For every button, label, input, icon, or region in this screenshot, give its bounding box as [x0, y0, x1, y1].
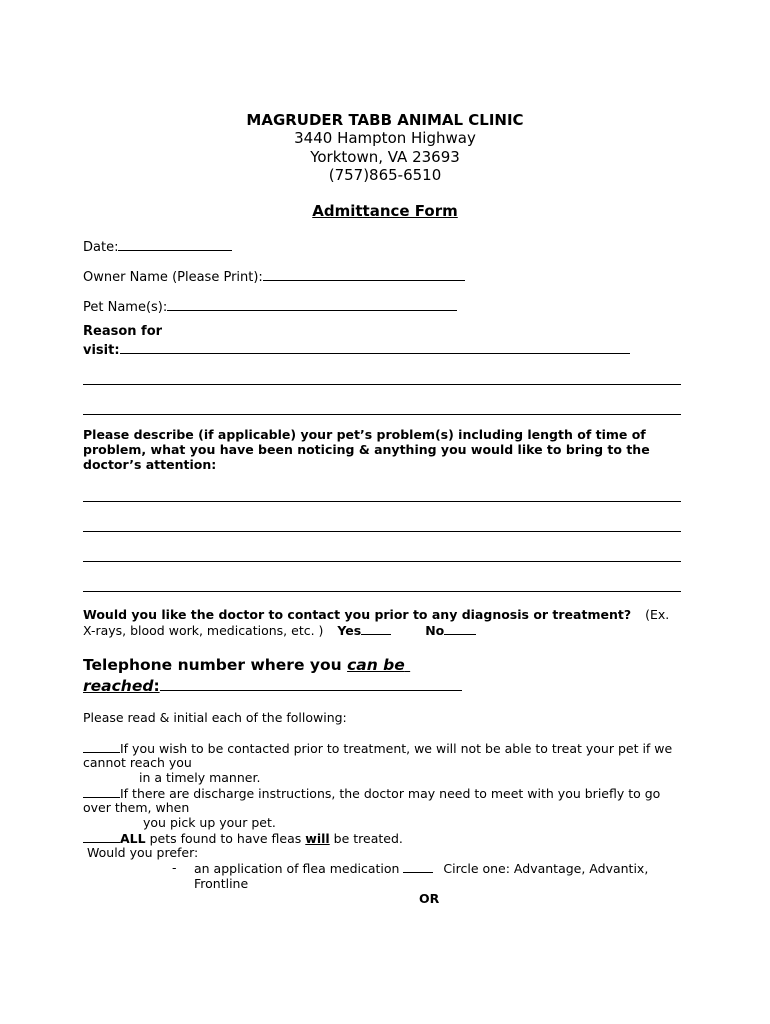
telephone-reached: reached [83, 677, 154, 695]
owner-label: Owner Name (Please Print): [83, 270, 263, 285]
describe-line-field-1[interactable] [83, 501, 681, 502]
item1-text-2: cannot reach you [83, 755, 192, 770]
describe-line-2: problem, what you have been noticing & anything you would like to bring to the [83, 442, 650, 457]
yes-label: Yes [337, 623, 362, 638]
describe-line-field-3[interactable] [83, 561, 681, 562]
item3-end: be treated. [329, 831, 403, 846]
option1-row [194, 860, 648, 876]
item2-initial-field[interactable] [83, 785, 120, 798]
telephone-prefix: Telephone number where you [83, 656, 342, 674]
telephone-row-1 [83, 656, 410, 674]
item1-row [83, 740, 672, 756]
clinic-city: Yorktown, VA 23693 [310, 148, 460, 166]
reason-label-1: Reason for [83, 324, 163, 339]
instructions-intro: Please read & initial each of the following: [83, 710, 347, 725]
item2-text-2: over them, when [83, 800, 190, 815]
item2-text-1: If there are discharge instructions, the doctor may need to meet with you briefly to go [120, 786, 661, 801]
option1-text: an application of flea medication [194, 861, 400, 876]
pet-label: Pet Name(s): [83, 300, 168, 315]
contact-ex-line2: X-rays, blood work, medications, etc. ) [83, 623, 324, 638]
item3-row [83, 830, 403, 846]
telephone-field[interactable] [160, 675, 462, 691]
reason-line-2[interactable] [83, 384, 681, 385]
describe-line-3: doctor’s attention: [83, 457, 217, 472]
owner-name-field[interactable] [263, 267, 465, 281]
form-title: Admittance Form [312, 202, 458, 220]
prefer-label: Would you prefer: [87, 845, 199, 860]
contact-question: Would you like the doctor to contact you prior to any diagnosis or treatment? [83, 607, 632, 622]
item3-mid: pets found to have fleas [145, 831, 306, 846]
pet-row [83, 297, 457, 315]
item3-initial-field[interactable] [83, 830, 120, 843]
option1-dash: - [172, 860, 177, 875]
item3-all: ALL [120, 831, 146, 846]
reason-row [83, 340, 630, 358]
reason-label-2: visit: [83, 343, 120, 358]
reason-line-3[interactable] [83, 414, 681, 415]
reason-field[interactable] [120, 340, 630, 354]
contact-answer-row [83, 622, 476, 638]
owner-row [83, 267, 465, 285]
item2-row [83, 785, 660, 801]
clinic-address: 3440 Hampton Highway [294, 129, 476, 147]
frontline-text: Frontline [194, 876, 249, 891]
item2-text-3: you pick up your pet. [143, 815, 276, 830]
option1-field[interactable] [403, 860, 433, 873]
item1-initial-field[interactable] [83, 740, 120, 753]
item1-text-3: in a timely manner. [139, 770, 261, 785]
describe-line-1: Please describe (if applicable) your pet’s problem(s) including length of time of [83, 427, 646, 442]
pet-name-field[interactable] [167, 297, 457, 311]
item3-will: will [305, 831, 330, 846]
no-label: No [425, 623, 445, 638]
telephone-can-be: can be [347, 656, 405, 674]
contact-question-row [83, 607, 669, 622]
describe-line-field-2[interactable] [83, 531, 681, 532]
item1-text-1: If you wish to be contacted prior to treatment, we will not be able to treat your pet if we [120, 741, 673, 756]
or-label: OR [419, 891, 440, 906]
telephone-row-2 [83, 675, 462, 695]
circle-one-text: Circle one: Advantage, Advantix, [443, 861, 649, 876]
date-label: Date: [83, 240, 119, 255]
date-field[interactable] [118, 237, 232, 251]
describe-line-field-4[interactable] [83, 591, 681, 592]
telephone-colon: : [153, 677, 160, 695]
yes-field[interactable] [361, 622, 391, 635]
clinic-phone: (757)865-6510 [328, 166, 442, 184]
clinic-name: MAGRUDER TABB ANIMAL CLINIC [246, 111, 524, 129]
no-field[interactable] [444, 622, 476, 635]
contact-ex: (Ex. [645, 607, 670, 622]
date-row [83, 237, 232, 255]
